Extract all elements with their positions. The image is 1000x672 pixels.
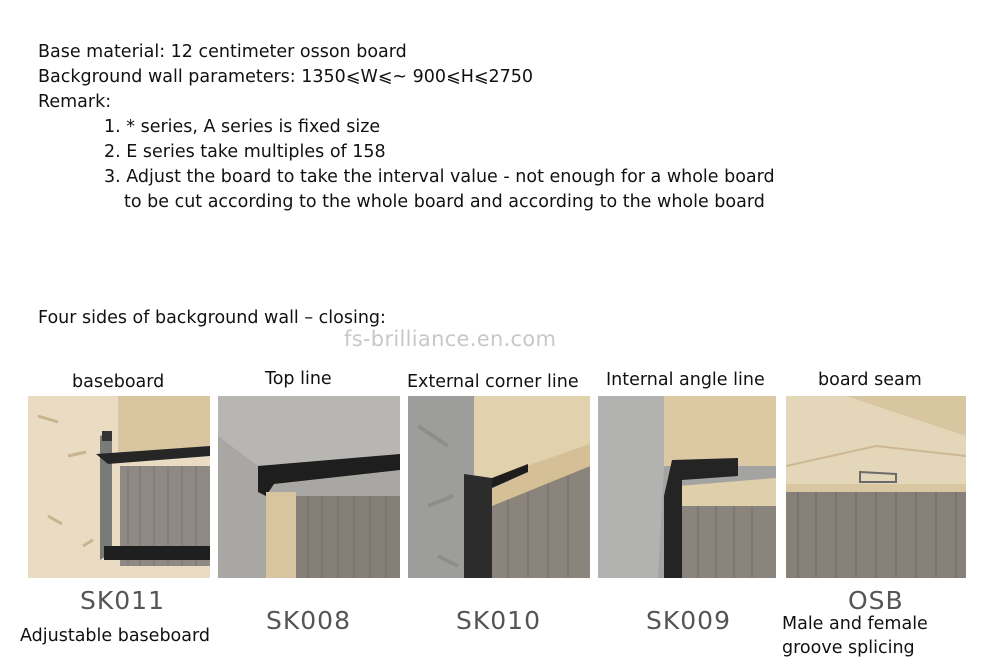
panel-desc-board-seam: Male and female groove splicing [782,614,928,658]
remark-label: Remark: [38,92,112,112]
panel-label-internal-angle: Internal angle line [606,370,765,390]
panel-code-sk009: SK009 [646,606,731,635]
remark-note-2: 2. E series take multiples of 158 [104,142,386,162]
wall-parameters-line: Background wall parameters: 1350⩽W⩽~ 900⩽H⩽2750 [38,67,534,87]
internal-angle-photo [598,396,776,578]
remark-note-3b: to be cut according to the whole board and according to the whole board [124,192,765,212]
panel-label-baseboard: baseboard [72,372,165,392]
top-line-photo [218,396,400,578]
watermark: fs-brilliance.en.com [344,327,557,351]
panel-code-osb: OSB [848,586,904,615]
external-corner-photo [408,396,590,578]
panel-desc-baseboard: Adjustable baseboard [20,626,210,646]
remark-note-3a: 3. Adjust the board to take the interval value - not enough for a whole board [104,167,775,187]
panel-code-sk008: SK008 [266,606,351,635]
base-material-line: Base material: 12 centimeter osson board [38,42,407,62]
panel-label-top-line: Top line [265,369,332,389]
remark-note-1: 1. * series, A series is fixed size [104,117,381,137]
baseboard-photo [28,396,210,578]
panel-label-external-corner: External corner line [407,372,579,392]
spec-text [38,40,775,215]
board-seam-photo [786,396,966,578]
panel-label-board-seam: board seam [818,370,922,390]
closing-title: Four sides of background wall – closing: [38,308,386,328]
panel-code-sk010: SK010 [456,606,541,635]
panel-code-sk011: SK011 [80,586,165,615]
